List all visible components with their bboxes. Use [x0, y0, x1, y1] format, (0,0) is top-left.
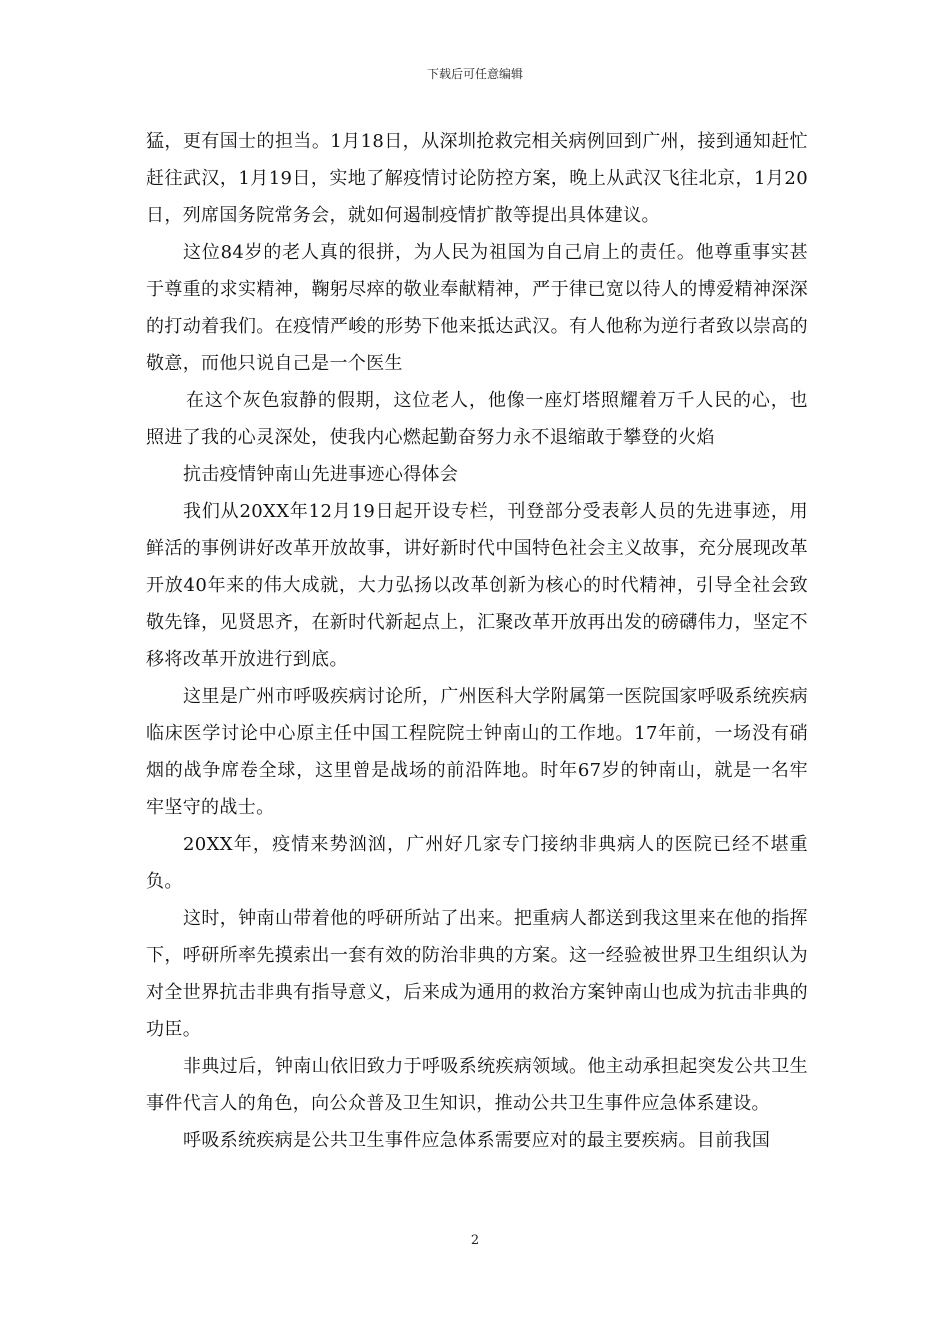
section-heading: 抗击疫情钟南山先进事迹心得体会 — [183, 464, 459, 485]
paragraph-after-sars: 非典过后，钟南山依旧致力于呼吸系统疾病领域。他主动承担起突发公共卫生事件代言人的角色，向公众普及卫生知识，推动公共卫生事件应急体系建设。 — [146, 1056, 808, 1114]
paragraph-continuation: 猛，更有国士的担当。1月18日，从深圳抢救完相关病例回到广州，接到通知赶忙赶往武汉，1月19日，实地了解疫情讨论防控方案，晚上从武汉飞往北京，1月20日，列席国务院常务会，就如何遏制疫情扩散等提出具体建议。 — [146, 131, 808, 226]
page-header: 下载后可任意编辑 — [426, 67, 523, 81]
paragraph-institute-steps-up: 这时，钟南山带着他的呼研所站了出来。把重病人都送到我这里来在他的指挥下，呼研所率先摸索出一套有效的防治非典的方案。这一经验被世界卫生组织认为对全世界抗击非典有指导意义，后来成为通用的救治方案钟南山也成为抗击非典的功臣。 — [146, 908, 808, 1040]
paragraph-epidemic-year: 20XX年，疫情来势汹汹，广州好几家专门接纳非典病人的医院已经不堪重负。 — [146, 834, 808, 892]
paragraph-lighthouse: 在这个灰色寂静的假期，这位老人，他像一座灯塔照耀着万千人民的心，也照进了我的心灵深处，使我内心燃起勤奋努力永不退缩敢于攀登的火焰 — [146, 390, 808, 448]
page-number: 2 — [470, 1233, 480, 1248]
document-body — [146, 123, 808, 1159]
paragraph-respiratory-disease: 呼吸系统疾病是公共卫生事件应急体系需要应对的最主要疾病。目前我国 — [183, 1130, 771, 1151]
paragraph-elderly-doctor: 这位84岁的老人真的很拼，为人民为祖国为自己肩上的责任。他尊重事实甚于尊重的求实精神，鞠躬尽瘁的敬业奉献精神，严于律已宽以待人的博爱精神深深的打动着我们。在疫情严峻的形势下他来抵达武汉。有人他称为逆行者致以崇高的敬意，而他只说自己是一个医生 — [146, 242, 808, 374]
paragraph-column-intro: 我们从20XX年12月19日起开设专栏，刊登部分受表彰人员的先进事迹，用鲜活的事例讲好改革开放故事，讲好新时代中国特色社会主义故事，充分展现改革开放40年来的伟大成就，大力弘扬以改革创新为核心的时代精神，引导全社会致敬先锋，见贤思齐，在新时代新起点上，汇聚改革开放再出发的磅礴伟力，坚定不移将改革开放进行到底。 — [146, 501, 808, 670]
paragraph-institute: 这里是广州市呼吸疾病讨论所，广州医科大学附属第一医院国家呼吸系统疾病临床医学讨论中心原主任中国工程院院士钟南山的工作地。17年前，一场没有硝烟的战争席卷全球，这里曾是战场的前沿阵地。时年67岁的钟南山，就是一名牢牢坚守的战士。 — [146, 686, 808, 818]
